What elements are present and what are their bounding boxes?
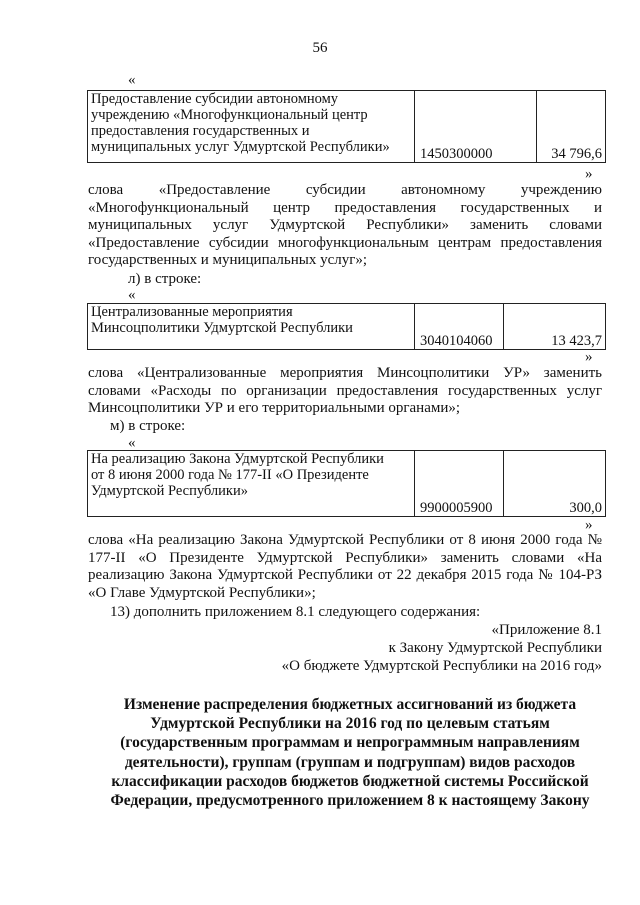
- row3-name: На реализацию Закона Удмуртской Республики от 8 июня 2000 года № 177-II «О Президенте Удмуртской Республики»: [88, 451, 415, 517]
- row1-code: 1450300000: [415, 91, 537, 163]
- row2-amount: 13 423,7: [504, 304, 606, 350]
- row2-name: Централизованные мероприятия Минсоцполитики Удмуртской Республики: [88, 304, 415, 350]
- row3-amount: 300,0: [504, 451, 606, 517]
- open-quote-2: «: [128, 287, 136, 303]
- row1-amount: 34 796,6: [537, 91, 606, 163]
- appendix-line-3: «О бюджете Удмуртской Республики на 2016 год»: [281, 658, 602, 674]
- paragraph-3: слова «На реализацию Закона Удмуртской Республики от 8 июня 2000 года № 177-II «О Президенте Удмуртской Республики» заменить словами «На реализацию Закона Удмуртской Республики от 22 декабря 2015 года № 104-РЗ «О Главе Удмуртской Республики»;: [88, 532, 602, 601]
- item-13: 13) дополнить приложением 8.1 следующего содержания:: [110, 604, 481, 620]
- row-table-2: [87, 303, 606, 350]
- paragraph-2: слова «Централизованные мероприятия Минсоцполитики УР» заменить словами «Расходы по организации предоставления государственных услуг Минсоцполитики УР и его территориальными органами»;: [88, 365, 602, 417]
- row2-code: 3040104060: [415, 304, 504, 350]
- appendix-line-2: к Закону Удмуртской Республики: [388, 640, 602, 656]
- item-m: м) в строке:: [110, 418, 186, 434]
- row-table-3: [87, 450, 606, 517]
- row3-code: 9900005900: [415, 451, 504, 517]
- page-number: 56: [312, 40, 328, 56]
- close-quote-2: »: [585, 349, 593, 365]
- open-quote-1: «: [128, 72, 136, 88]
- document-title: Изменение распределения бюджетных ассигнований из бюджета Удмуртской Республики на 2016 год по целевым статьям (государственным программам и непрограммным направлениям деятельности), группам (группам и подгруппам) видов расходов классификации расходов бюджетов бюджетной системы Российской Федерации, предусмотренного приложением 8 к настоящему Закону: [110, 696, 590, 810]
- row-table-1: [87, 90, 606, 163]
- close-quote-3: »: [585, 517, 593, 533]
- close-quote-1: »: [585, 166, 593, 182]
- item-l: л) в строке:: [128, 271, 202, 287]
- open-quote-3: «: [128, 435, 136, 451]
- paragraph-1: слова «Предоставление субсидии автономному учреждению «Многофункциональный центр предоставления государственных и муниципальных услуг Удмуртской Республики» заменить словами «Предоставление субсидии многофункциональным центрам предоставления государственных и муниципальных услуг»;: [88, 182, 602, 269]
- appendix-line-1: «Приложение 8.1: [491, 622, 602, 638]
- row1-name: Предоставление субсидии автономному учреждению «Многофункциональный центр предоставления государственных и муниципальных услуг Удмуртской Республики»: [88, 91, 415, 163]
